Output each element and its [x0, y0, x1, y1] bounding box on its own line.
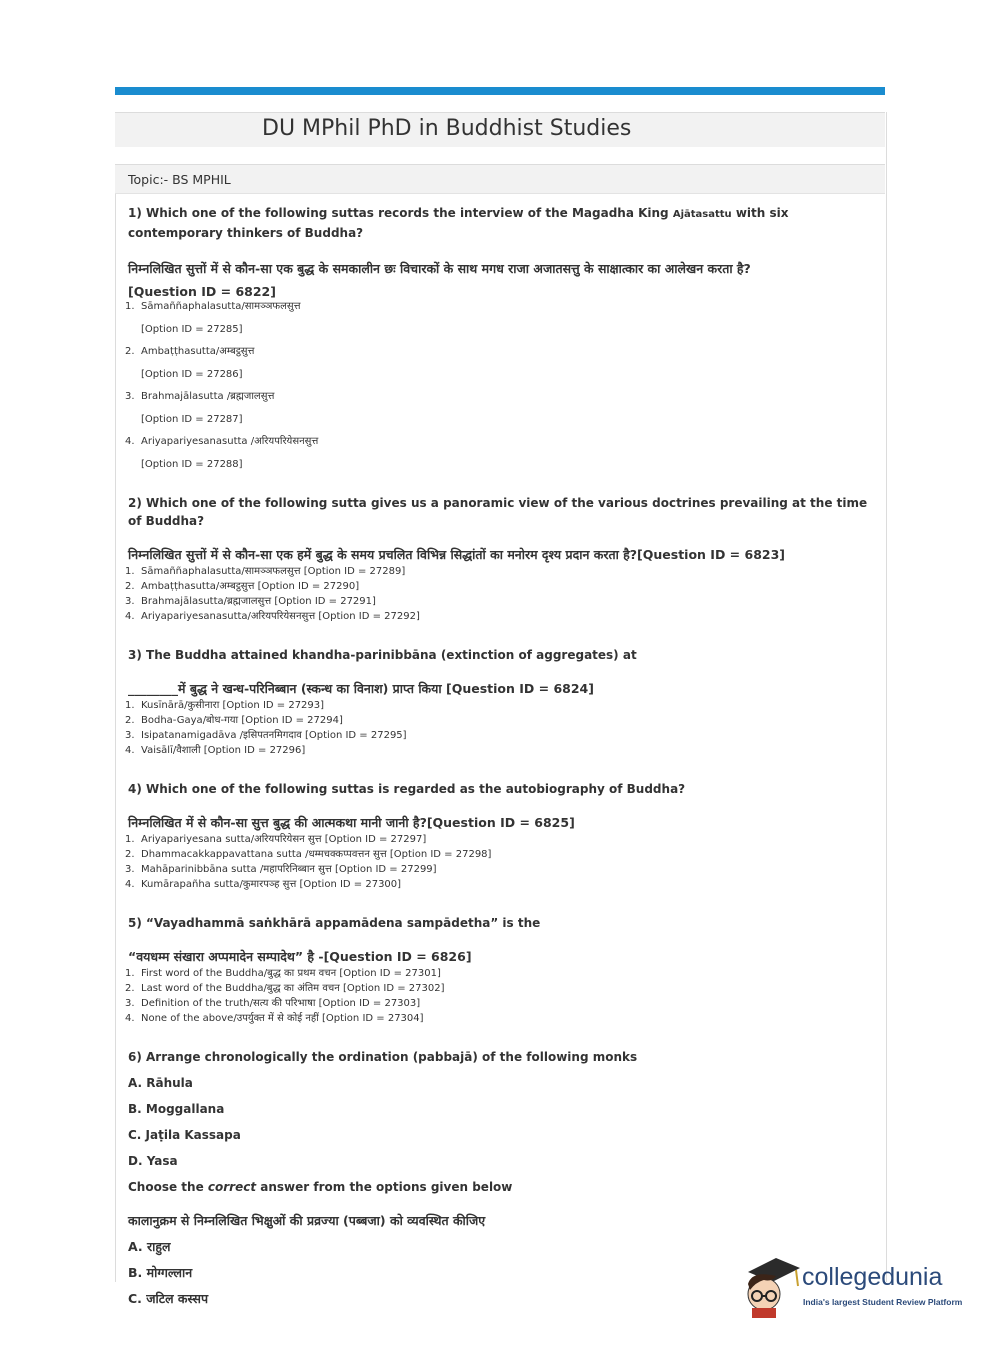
question-2-english: 2) Which one of the following sutta gives us a panoramic view of the various doctrines prevailing at the time of Buddha?	[128, 496, 868, 528]
logo-tagline: India's largest Student Review Platform	[803, 1297, 963, 1307]
option-item[interactable]: 3. Definition of the truth/सत्य की परिभाषा [Option ID = 27303]	[125, 998, 421, 1009]
question-6-english: 6) Arrange chronologically the ordination (pabbajā) of the following monks	[128, 1050, 638, 1064]
q6-item: D. Yasa	[128, 1154, 178, 1168]
page-title: DU MPhil PhD in Buddhist Studies	[262, 116, 632, 141]
question-5-options	[125, 966, 873, 1026]
option-item[interactable]: 1. First word of the Buddha/बुद्ध का प्रथम वचन [Option ID = 27301]	[125, 968, 441, 979]
option-item[interactable]: 1. Kusīnārā/कुसीनारा [Option ID = 27293]	[125, 700, 325, 711]
option-item[interactable]: 4. None of the above/उपर्युक्त में से कोई नहीं [Option ID = 27304]	[125, 1013, 424, 1024]
question-3	[125, 646, 873, 758]
question-5	[125, 914, 873, 1026]
question-4	[125, 780, 873, 892]
option-item[interactable]: 2. Ambaṭṭhasutta/अम्बट्ठसुत्त [Option ID = 27286]	[125, 346, 255, 380]
option-item[interactable]: 3. Isipatanamigadāva /इसिपतनमिगदाव [Option ID = 27295]	[125, 730, 407, 741]
q6-hindi-item: C. जटिल कस्सप	[128, 1291, 209, 1306]
q6-hindi-item: B. मोग्गल्लान	[128, 1265, 193, 1280]
question-3-hindi: ________में बुद्ध ने खन्ध-परिनिब्बान (स्कन्ध का विनाश) प्राप्त किया [Question ID = 6824]	[128, 681, 594, 696]
q6-item: C. Jaṭila Kassapa	[128, 1128, 241, 1142]
question-4-options	[125, 832, 873, 892]
q6-item: B. Moggallana	[128, 1102, 225, 1116]
question-1-options	[125, 299, 873, 472]
question-3-english: 3) The Buddha attained khandha-parinibbāna (extinction of aggregates) at	[128, 648, 637, 662]
option-item[interactable]: 2. Dhammacakkappavattana sutta /धम्मचक्कप्पवत्तन सुत्त [Option ID = 27298]	[125, 849, 492, 860]
question-4-hindi: निम्नलिखित में से कौन-सा सुत्त बुद्ध की आत्मकथा मानी जानी है?[Question ID = 6825]	[128, 815, 575, 830]
question-2	[125, 494, 873, 624]
top-accent-bar	[115, 87, 885, 95]
option-item[interactable]: 4. Vaisālī/वैशाली [Option ID = 27296]	[125, 745, 306, 756]
topic-label: Topic:- BS MPHIL	[128, 172, 231, 187]
option-item[interactable]: 3. Brahmajālasutta/ब्रह्मजालसुत्त [Option ID = 27291]	[125, 596, 376, 607]
question-3-options	[125, 698, 873, 758]
question-2-hindi: निम्नलिखित सुत्तों में से कौन-सा एक हमें बुद्ध के समय प्रचलित विभिन्न सिद्धांतों का मनोरम दृश्य प्रदान करता है?[Question ID = 6823]	[128, 547, 786, 562]
q6-item: A. Rāhula	[128, 1076, 193, 1090]
option-item[interactable]: 1. Sāmaññaphalasutta/सामञ्ञफलसुत्त [Option ID = 27285]	[125, 301, 301, 335]
option-item[interactable]: 2. Last word of the Buddha/बुद्ध का अंतिम वचन [Option ID = 27302]	[125, 983, 445, 994]
option-item[interactable]: 3. Mahāparinibbāna sutta /महापरिनिब्बान सुत्त [Option ID = 27299]	[125, 864, 437, 875]
question-list	[125, 204, 873, 1330]
question-4-english: 4) Which one of the following suttas is regarded as the autobiography of Buddha?	[128, 782, 686, 796]
question-1	[125, 204, 873, 472]
question-1-english: 1) Which one of the following suttas records the interview of the Magadha King Ajātasattu with six contemporary thinkers of Buddha?	[128, 206, 789, 240]
question-5-english: 5) “Vayadhammā saṅkhārā appamādena sampādetha” is the	[128, 916, 541, 930]
q6-instruction: Choose the correct answer from the options given below	[128, 1180, 513, 1194]
option-item[interactable]: 4. Kumārapañha sutta/कुमारपञ्ह सुत्त [Option ID = 27300]	[125, 879, 402, 890]
question-6-hindi: कालानुक्रम से निम्नलिखित भिक्षुओं की प्रव्रज्या (पब्बजा) को व्यवस्थित कीजिए	[128, 1213, 486, 1228]
option-item[interactable]: 4. Ariyapariyesanasutta /अरियपरियेसनसुत्त [Option ID = 27288]	[125, 436, 319, 470]
option-item[interactable]: 2. Ambaṭṭhasutta/अम्बट्ठसुत्त [Option ID = 27290]	[125, 581, 360, 592]
option-item[interactable]: 1. Sāmaññaphalasutta/सामञ्ञफलसुत्त [Option ID = 27289]	[125, 566, 406, 577]
question-2-options	[125, 564, 873, 624]
question-5-hindi: “वयधम्म संखारा अप्पमादेन सम्पादेथ” है -[Question ID = 6826]	[128, 949, 472, 964]
option-item[interactable]: 3. Brahmajālasutta /ब्रह्मजालसुत्त [Option ID = 27287]	[125, 391, 275, 425]
option-item[interactable]: 2. Bodha-Gaya/बोध-गया [Option ID = 27294]	[125, 715, 343, 726]
option-item[interactable]: 4. Ariyapariyesanasutta/अरियपरियेसनसुत्त [Option ID = 27292]	[125, 611, 420, 622]
logo-wordmark: collegedunia	[802, 1263, 943, 1291]
question-1-id: [Question ID = 6822]	[128, 284, 276, 299]
q6-hindi-item: A. राहुल	[128, 1239, 171, 1254]
question-1-hindi: निम्नलिखित सुत्तों में से कौन-सा एक बुद्ध के समकालीन छः विचारकों के साथ मगध राजा अजातसत्तु के साक्षात्कार का आलेखन करता है?	[128, 261, 751, 276]
spacer-band	[115, 147, 885, 165]
option-item[interactable]: 1. Ariyapariyesana sutta/अरियपरियेसन सुत्त [Option ID = 27297]	[125, 834, 427, 845]
mascot-icon	[742, 1250, 802, 1320]
